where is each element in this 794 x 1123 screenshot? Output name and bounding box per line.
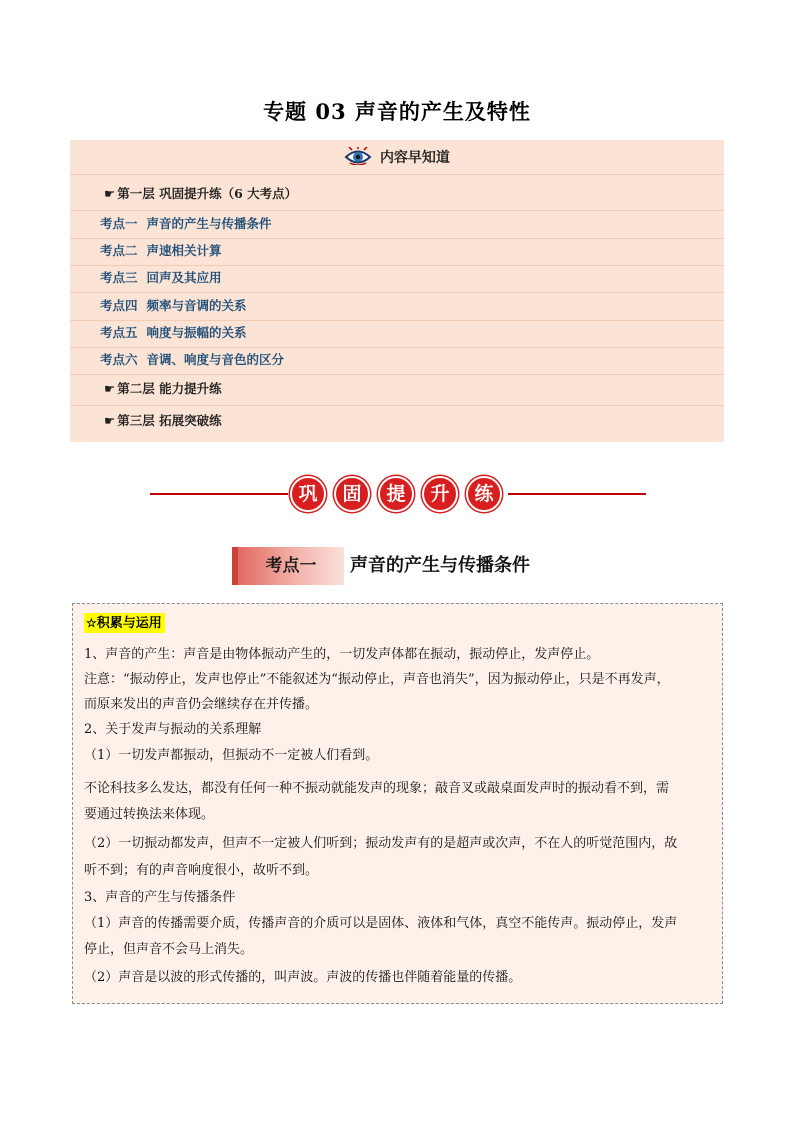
knowledge-line: 停止，但声音不会马上消失。 [84,942,254,957]
toc-header-label: 内容早知道 [379,150,450,166]
knowledge-label-text: 积累与运用 [96,616,162,631]
banner-char: 练 [466,476,502,512]
toc-divider [70,405,724,406]
toc-kaodian-name: 频率与音调的关系 [146,298,247,313]
toc-kaodian-no: 考点二 [100,243,138,258]
toc-layer-3-label: 第三层 拓展突破练 [117,413,222,428]
toc-kaodian-no: 考点五 [100,325,138,340]
knowledge-line: 1、声音的产生：声音是由物体振动产生的，一切发声体都在振动，振动停止，发声停止。 [84,647,600,662]
toc-kaodian-4[interactable] [100,298,247,314]
toc-kaodian-2[interactable] [100,243,222,259]
banner-char: 固 [334,476,370,512]
toc-divider [70,174,724,175]
knowledge-line: 2、关于发声与振动的关系理解 [84,722,262,737]
kaodian-tag: 考点一 [232,547,344,585]
pointing-hand-icon: ☛ [104,413,116,428]
knowledge-box [72,603,723,1004]
banner-char: 提 [378,476,414,512]
toc-kaodian-name: 声速相关计算 [146,243,222,258]
knowledge-line: 3、声音的产生与传播条件 [84,890,236,905]
eye-icon [344,147,372,169]
document-title: 专题 03 声音的产生及特性 [263,99,531,124]
toc-divider [70,238,724,239]
toc-layer-2[interactable] [104,381,222,397]
toc-kaodian-5[interactable] [100,325,247,341]
table-of-contents [70,140,724,442]
toc-header [70,147,724,169]
star-icon: ☆ [86,616,97,630]
toc-divider [70,347,724,348]
toc-kaodian-name: 音调、响度与音色的区分 [146,352,285,367]
pointing-hand-icon: ☛ [104,186,116,201]
knowledge-line: 不论科技多么发达，都没有任何一种不振动就能发声的现象；敲音叉或敲桌面发声时的振动看不到，需 [84,781,670,796]
toc-kaodian-no: 考点一 [100,216,138,231]
toc-kaodian-no: 考点三 [100,270,138,285]
toc-divider [70,210,724,211]
knowledge-line: （1）一切发声都振动，但振动不一定被人们看到。 [84,748,379,763]
knowledge-label [84,613,165,633]
toc-kaodian-1[interactable] [100,216,272,232]
kaodian-heading [232,547,572,585]
banner-rule-right [508,493,646,495]
banner-char: 升 [422,476,458,512]
toc-layer-3[interactable] [104,413,222,429]
knowledge-line: 而原来发出的声音仍会继续存在并传播。 [84,697,319,712]
toc-kaodian-6[interactable] [100,352,284,368]
knowledge-line: （2）一切振动都发声，但声不一定被人们听到；振动发声有的是超声或次声，不在人的听觉范围内，故 [84,836,678,851]
banner-char: 巩 [290,476,326,512]
toc-divider [70,320,724,321]
toc-divider [70,374,724,375]
toc-kaodian-name: 响度与振幅的关系 [146,325,247,340]
toc-layer-1-label: 第一层 巩固提升练（6 大考点） [117,186,298,201]
knowledge-line: 听不到；有的声音响度很小，故听不到。 [84,863,319,878]
knowledge-line: 要通过转换法来体现。 [84,807,215,822]
toc-kaodian-name: 声音的产生与传播条件 [146,216,272,231]
toc-layer-2-label: 第二层 能力提升练 [117,381,222,396]
knowledge-line: （1）声音的传播需要介质，传播声音的介质可以是固体、液体和气体，真空不能传声。振动停止，发声 [84,916,678,931]
toc-divider [70,292,724,293]
knowledge-line: 注意：“振动停止，发声也停止”不能叙述为“振动停止，声音也消失”，因为振动停止，只是不再发声， [84,672,670,687]
toc-divider [70,265,724,266]
section-banner [150,474,646,514]
pointing-hand-icon: ☛ [104,381,116,396]
toc-kaodian-no: 考点四 [100,298,138,313]
toc-kaodian-name: 回声及其应用 [146,270,222,285]
kaodian-title: 声音的产生与传播条件 [350,555,530,576]
knowledge-line: （2）声音是以波的形式传播的，叫声波。声波的传播也伴随着能量的传播。 [84,970,522,985]
toc-kaodian-no: 考点六 [100,352,138,367]
toc-kaodian-3[interactable] [100,270,222,286]
banner-rule-left [150,493,288,495]
toc-layer-1[interactable] [104,186,297,202]
